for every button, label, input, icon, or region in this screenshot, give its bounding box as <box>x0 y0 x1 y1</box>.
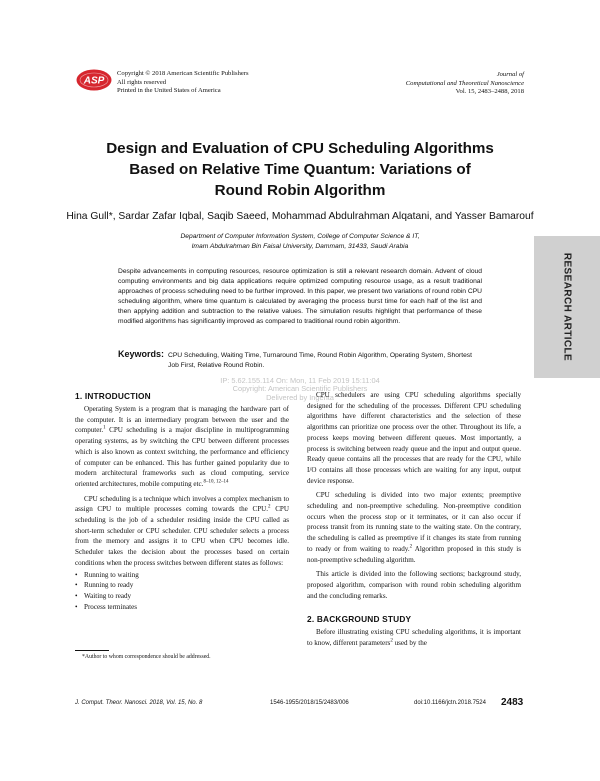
research-article-label: RESEARCH ARTICLE <box>561 252 573 362</box>
footnote-rule <box>75 650 109 651</box>
page-number: 2483 <box>501 697 524 708</box>
asp-logo <box>76 69 112 91</box>
keywords-label: Keywords: <box>118 349 165 359</box>
right-p4-text-cont: used by the <box>392 639 427 648</box>
authors: Hina Gull*, Sardar Zafar Iqbal, Saqib Saeed, Mohammad Abdulrahman Alqatani, and Yasser Bamarouf <box>66 211 534 222</box>
journal-volume: Vol. 15, 2483–2488, 2018 <box>455 88 524 96</box>
right-column <box>307 390 521 649</box>
right-p2-text: CPU scheduling is divided into two major extents; preemptive scheduling and non-preemptive scheduling. Non-preemptive condition occurs when the process stop or it terminates, or it can also occur if process transit from its running state to the waiting state. On the contrary, the scheduling is called as preemptive if it changes its state from running to ready or from waiting to ready. <box>307 491 521 553</box>
journal-line-1: Journal of <box>496 71 524 78</box>
affiliation-line-1: Department of Computer Information System, College of Computer Science & IT, <box>180 233 420 240</box>
publisher-info <box>117 70 249 96</box>
corresponding-author-footnote: *Author to whom correspondence should be addressed. <box>82 654 211 660</box>
title-line-3: Round Robin Algorithm <box>214 182 386 199</box>
copyright-line: Copyright © 2018 American Scientific Publishers <box>117 70 249 77</box>
introduction-heading: 1. INTRODUCTION <box>75 391 151 401</box>
right-paragraph-1: CPU schedulers are using CPU scheduling algorithms specially designed for the scheduling of the processes. Different CPU scheduling algorithms have different characteristics and the selection of these algorithms can prioritize one process over the other. Throughout its life, a process keeps moving between different queues. Most importantly, a process is switching between ready queue and the input and output queue. Ready queue contains all the processes that are ready for the CPU, while I/O contains all those processes which are waiting for any input, output device response. <box>307 391 521 485</box>
state-transition-list <box>75 570 289 613</box>
bullet-icon: • <box>75 581 78 590</box>
affiliation-line-2: Imam Abdulrahman Bin Faisal University, Dammam, 31433, Saudi Arabia <box>191 242 409 250</box>
article-title <box>60 138 540 201</box>
title-line-2: Based on Relative Time Quantum: Variations of <box>129 161 471 178</box>
list-item <box>75 602 289 613</box>
printed-line: Printed in the United States of America <box>117 87 221 95</box>
journal-info <box>406 71 524 97</box>
bullet-icon: • <box>75 591 78 600</box>
abstract: Despite advancements in computing resources, resource optimization is still a relevant research domain. Advent of cloud computing environments and big data applications require optimized computing resource usage, as a result traditional approaches of process scheduling need to be further improved. In this paper, we present two variations of round robin CPU scheduling algorithm, where time quantum is calculated by averaging the process burst time for each half of the list and then applying addition and subtraction to the relative values. The simulation results highlight that performance of these modified algorithms has significantly improved as compared to traditional round robin algorithm. <box>118 268 482 325</box>
intro-p1-text: Operating System is a program that is managing the hardware part of the computer. It is an intermediary program between the user and the computer. <box>75 405 289 435</box>
title-line-1: Design and Evaluation of CPU Scheduling Algorithms <box>106 140 494 157</box>
research-article-tab <box>534 236 600 378</box>
bullet-icon: • <box>75 570 78 579</box>
intro-p1-refs: 8–10, 12–14 <box>203 479 229 485</box>
list-item-label: Running to waiting <box>84 570 139 579</box>
intro-p1-text-cont: CPU scheduling is a major discipline in multiprogramming operating systems, as by switching the CPU between different processes which is also known as context switching, the performance and efficiency of computer can be enhanced. This has further gained popularity due to modern architectural frameworks such as cloud computing, service oriented architectures, mobile computing etc. <box>75 426 289 488</box>
intro-p2-ref: 2 <box>268 504 271 510</box>
intro-p1-ref: 1 <box>103 426 106 432</box>
right-paragraph-3: This article is divided into the following sections; background study, proposed algorithm, comparison with round robin scheduling algorithm and the concluding remarks. <box>307 570 521 600</box>
rights-line: All rights reserved <box>117 78 167 86</box>
watermark-line-1: IP: 5.62.155.114 On: Mon, 11 Feb 2019 15:11:04 <box>220 376 380 385</box>
right-paragraph-2 <box>307 490 521 565</box>
bullet-icon: • <box>75 602 78 611</box>
list-item-label: Process terminates <box>84 602 137 611</box>
left-column <box>75 390 289 612</box>
keywords-text: CPU Scheduling, Waiting Time, Turnaround Time, Round Robin Algorithm, Operating System, Shortest Job First, Relative Round Robin. <box>168 352 473 369</box>
right-p2-text-cont: Algorithm proposed in this study is non-preemptive scheduling algorithm. <box>307 544 521 564</box>
list-item <box>75 580 289 591</box>
keywords <box>118 350 482 370</box>
watermark-line-2: Copyright: American Scientific Publishers <box>232 384 368 394</box>
intro-paragraph-2 <box>75 494 289 569</box>
watermark-line-3: Delivered by Ingenta <box>266 392 334 402</box>
intro-p2-text: CPU scheduling is a technique which involves a complex mechanism to assign CPU to multiple processes coming towards the CPU. <box>75 494 289 514</box>
journal-line-2: Computational and Theoretical Nanoscience <box>405 79 524 87</box>
right-p2-ref: 2 <box>409 544 413 550</box>
right-p4-text: Before illustrating existing CPU scheduling algorithms, it is important to know, different parameters <box>307 628 521 648</box>
list-item <box>75 591 289 602</box>
background-heading: 2. BACKGROUND STUDY <box>307 614 412 625</box>
list-item <box>75 570 289 581</box>
right-paragraph-4 <box>307 627 521 648</box>
intro-paragraph-1 <box>75 404 289 490</box>
footer-journal-ref: J. Comput. Theor. Nanosci. 2018, Vol. 15, No. 8 <box>75 700 203 706</box>
intro-p2-text-cont: CPU scheduling is the job of a scheduler residing inside the CPU called as short-term scheduler or CPU scheduler. CPU scheduler selects a process from the memory and assigns it to CPU when CPU becomes idle. Scheduler takes the decision about the processes based on certain conditions when the process switches between different states as follows: <box>75 505 289 567</box>
affiliation <box>60 232 540 251</box>
list-item-label: Waiting to ready <box>84 591 132 600</box>
right-p4-ref: 2 <box>390 638 393 644</box>
logo-text: ASP <box>83 75 105 87</box>
footer-doi: doi:10.1166/jctn.2018.7524 <box>414 700 486 706</box>
list-item-label: Running to ready <box>84 581 134 590</box>
footer-issn: 1546-1955/2018/15/2483/006 <box>270 700 349 706</box>
